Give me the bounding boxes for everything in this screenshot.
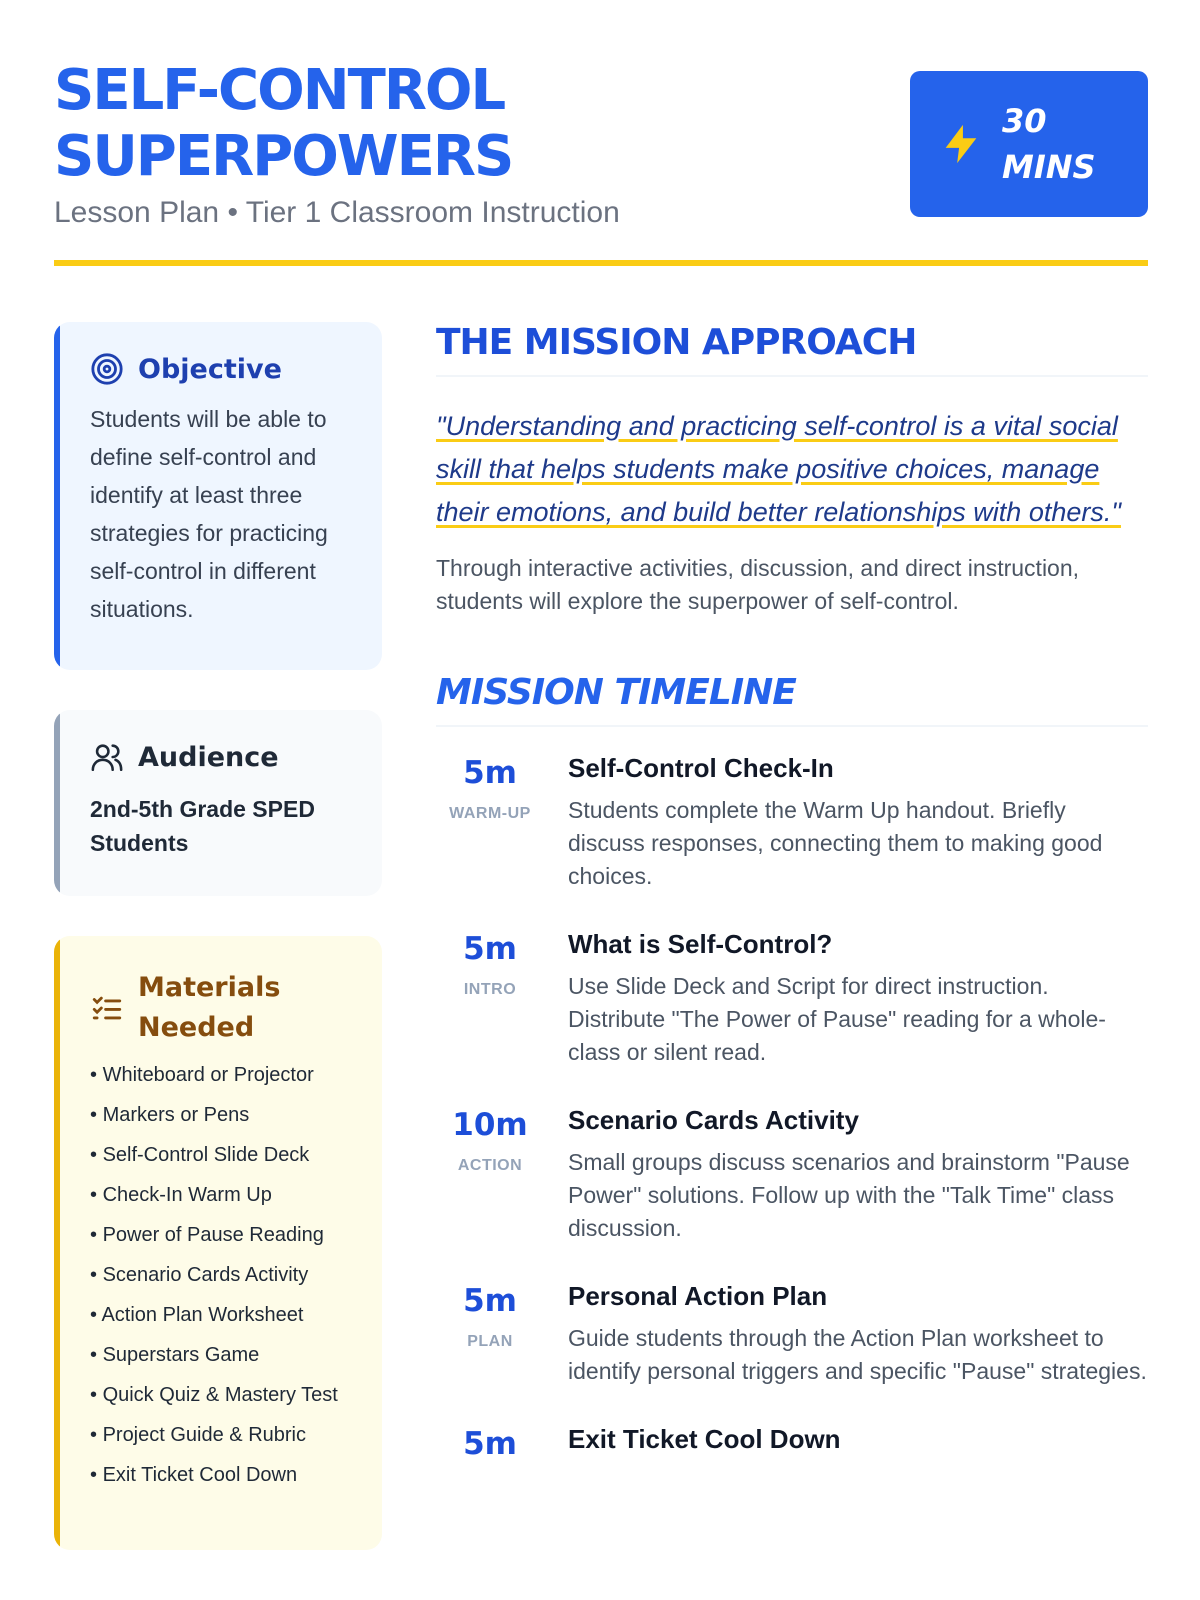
timeline-item-desc: Use Slide Deck and Script for direct instruction. Distribute "The Power of Pause" reading for a whole-class or silent read. [568,973,1106,1065]
timeline-item [436,929,1148,1069]
target-icon [90,352,124,386]
timeline-phase: INTRO [463,981,517,998]
materials-title: Materials Needed [138,972,281,1043]
materials-list [90,1062,352,1488]
audience-text: 2nd-5th Grade SPED Students [90,796,315,856]
approach-text: Through interactive activities, discussion, and direct instruction, students will explore the superpower of self-control. [436,555,1080,614]
duration-number: 30 [1002,102,1047,140]
audience-card [54,710,382,896]
objective-card [54,322,382,670]
list-item: • Quick Quiz & Mastery Test [90,1382,352,1408]
approach-quote-text: "Understanding and practicing self-control is a vital social skill that helps students make positive choices, manage their emotions, and build better relationships with others." [436,411,1121,527]
approach-title: THE MISSION APPROACH [436,322,1148,377]
timeline-phase: ACTION [457,1157,523,1174]
timeline-body [544,929,1148,1069]
duration-badge [910,71,1148,217]
list-item: • Self-Control Slide Deck [90,1142,352,1168]
timeline-title: MISSION TIMELINE [436,672,1148,727]
timeline-time [436,929,544,1069]
timeline-item-title: Self-Control Check-In [568,753,834,783]
list-item: • Whiteboard or Projector [90,1062,352,1088]
list-item: • Superstars Game [90,1342,352,1368]
audience-header [90,740,352,774]
timeline-time [436,753,544,893]
users-icon [90,740,124,774]
timeline-minutes: 5m [463,1283,517,1319]
page-subtitle: Lesson Plan • Tier 1 Classroom Instruction [54,196,620,229]
list-item: • Markers or Pens [90,1102,352,1128]
timeline-minutes: 5m [463,755,517,791]
list-item: • Action Plan Worksheet [90,1302,352,1328]
title-line-1: SELF-CONTROL [54,58,505,123]
header-divider [54,260,1148,266]
timeline-section [436,672,1148,1476]
timeline-item-title: Scenario Cards Activity [568,1105,859,1135]
list-item: • Check-In Warm Up [90,1182,352,1208]
objective-title: Objective [138,353,282,385]
timeline-body [544,1424,1148,1476]
list-item: • Power of Pause Reading [90,1222,352,1248]
timeline-item-title: Exit Ticket Cool Down [568,1424,841,1454]
list-item: • Exit Ticket Cool Down [90,1462,352,1488]
timeline-body [544,1281,1148,1388]
timeline-item-desc: Guide students through the Action Plan worksheet to identify personal triggers and specific "Pause" strategies. [568,1325,1147,1384]
audience-title: Audience [138,741,279,773]
timeline-time [436,1105,544,1245]
timeline-phase: WARM-UP [449,805,531,822]
objective-header [90,352,352,386]
timeline-time [436,1281,544,1388]
materials-card [54,936,382,1550]
timeline-list [436,753,1148,1476]
objective-text: Students will be able to define self-control and identify at least three strategies for practicing self-control in different situations. [90,406,328,622]
timeline-body [544,753,1148,893]
timeline-minutes: 5m [463,931,517,967]
timeline-item [436,1281,1148,1388]
materials-header [90,968,352,1048]
timeline-item-desc: Small groups discuss scenarios and brainstorm "Pause Power" solutions. Follow up with the "Talk Time" class discussion. [568,1149,1130,1241]
sidebar [54,322,382,1590]
checklist-icon [90,991,124,1025]
lightning-bolt-icon [938,121,984,167]
list-item: • Project Guide & Rubric [90,1422,352,1448]
timeline-item-title: Personal Action Plan [568,1281,828,1311]
lesson-header [54,58,1148,268]
timeline-phase: PLAN [467,1333,513,1350]
main-content [436,322,1148,1512]
list-item: • Scenario Cards Activity [90,1262,352,1288]
timeline-time [436,1424,544,1476]
timeline-minutes: 10m [452,1107,528,1143]
timeline-body [544,1105,1148,1245]
timeline-minutes: 5m [463,1426,517,1462]
timeline-item-desc: Students complete the Warm Up handout. Briefly discuss responses, connecting them to making good choices. [568,797,1103,889]
duration-text [1002,98,1112,190]
timeline-item [436,753,1148,893]
title-line-2: SUPERPOWERS [54,124,513,189]
timeline-item [436,1424,1148,1476]
timeline-item-title: What is Self-Control? [568,929,833,959]
duration-unit: MINS [1002,148,1096,186]
timeline-item [436,1105,1148,1245]
approach-quote [436,405,1148,534]
